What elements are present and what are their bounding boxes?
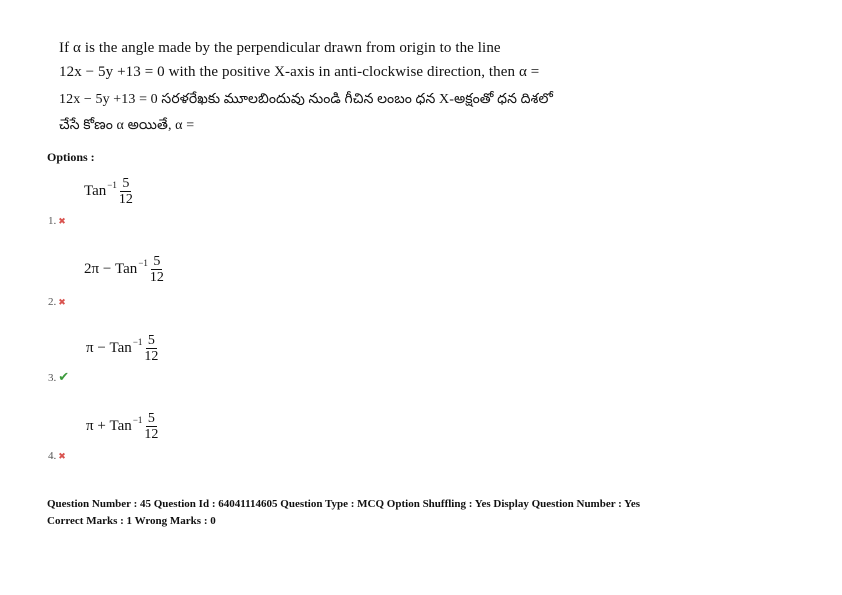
- option-2-prefix: 2π − Tan: [84, 261, 138, 277]
- question-metadata: Question Number : 45 Question Id : 64041114605 Question Type : MCQ Option Shuffling : Yes Display Question Number : Yes: [47, 498, 641, 510]
- option-2-label: [48, 292, 66, 310]
- question-line-4-telugu: చేసే కోణం α అయితే, α =: [59, 118, 195, 133]
- option-1-formula: [84, 176, 133, 207]
- option-1-numerator: 5: [122, 176, 130, 191]
- option-3-fraction: [144, 333, 158, 364]
- option-3-prefix: π − Tan: [86, 340, 132, 356]
- marks-info: Correct Marks : 1 Wrong Marks : 0: [47, 515, 216, 527]
- option-4-numerator: 5: [147, 411, 155, 426]
- option-2-sup: −1: [138, 257, 148, 268]
- correct-check-icon: ✔: [58, 370, 70, 385]
- option-3-formula: [86, 333, 158, 364]
- option-2-fraction: [150, 254, 164, 285]
- option-2-numerator: 5: [153, 254, 161, 269]
- question-line-2: 12x − 5y +13 = 0 with the positive X-axis in anti-clockwise direction, then α =: [59, 64, 540, 80]
- option-1-denominator: 12: [118, 192, 133, 207]
- wrong-icon: ✖: [58, 217, 66, 227]
- option-4-formula: [86, 411, 158, 442]
- option-1-fraction: [119, 176, 133, 207]
- option-4-sup: −1: [132, 414, 143, 425]
- option-4-number: 4.: [48, 450, 57, 462]
- option-2-number: 2.: [48, 296, 57, 308]
- option-2-denominator: 12: [149, 270, 164, 285]
- option-1-sup: −1: [107, 179, 117, 190]
- question-line-3-telugu: 12x − 5y +13 = 0 సరళరేఖకు మూలబిందువు నుండి గీచిన లంబం ధన X-అక్షంతో ధన దిశలో: [59, 92, 553, 107]
- option-4-denominator: 12: [144, 427, 159, 442]
- question-line-1: If α is the angle made by the perpendicular drawn from origin to the line: [59, 40, 501, 56]
- option-1-number: 1.: [48, 215, 57, 227]
- option-3-label: [48, 368, 69, 386]
- wrong-icon: ✖: [58, 298, 66, 308]
- option-3-numerator: 5: [147, 333, 155, 348]
- option-4-label: [48, 446, 66, 464]
- option-4-prefix: π + Tan: [86, 418, 132, 434]
- options-label: Options :: [47, 150, 95, 164]
- option-2-formula: [84, 254, 164, 285]
- option-4-fraction: [144, 411, 158, 442]
- wrong-icon: ✖: [58, 452, 66, 462]
- option-1-prefix: Tan: [84, 183, 107, 199]
- option-3-denominator: 12: [144, 349, 159, 364]
- option-1-label: [48, 211, 66, 229]
- option-3-number: 3.: [48, 372, 57, 384]
- option-3-sup: −1: [132, 336, 143, 347]
